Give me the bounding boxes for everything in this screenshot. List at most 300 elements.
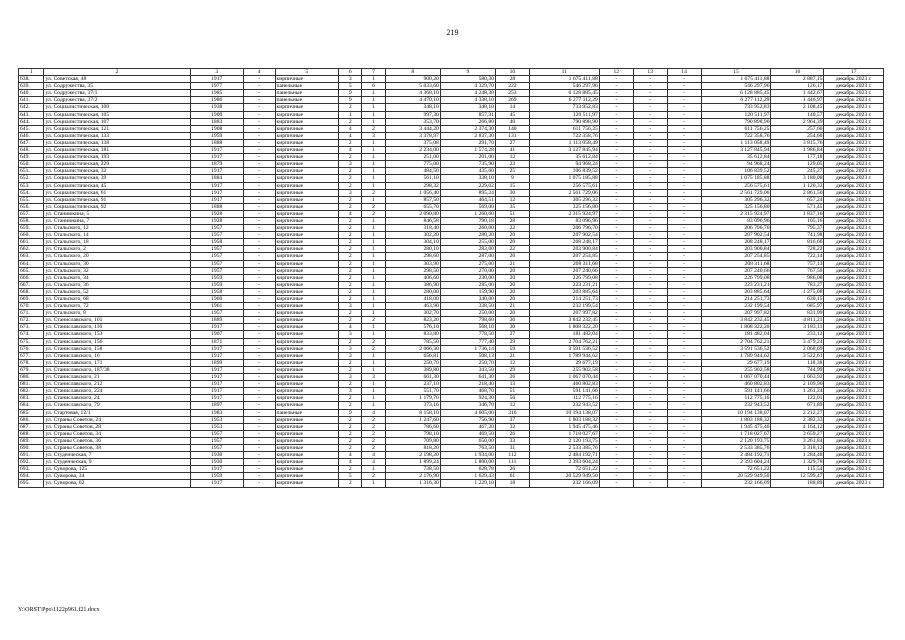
table-cell: 668. (19, 288, 44, 295)
table-cell: - (667, 274, 701, 281)
table-cell: 51 (495, 388, 529, 395)
table-cell: - (667, 139, 701, 146)
table-cell: - (599, 374, 633, 381)
column-header: 16 (771, 69, 824, 76)
table-cell: - (667, 189, 701, 196)
table-cell: 302,20 (385, 232, 440, 239)
table-cell: 3 (362, 374, 385, 381)
table-cell: 20 (495, 281, 529, 288)
table-cell: кирпичные (275, 480, 339, 487)
table-cell: 1 (362, 239, 385, 246)
table-cell: 2 315 924,97 (701, 210, 771, 217)
table-cell: 2 (339, 423, 362, 430)
table-cell: 29 677,19 (701, 359, 771, 366)
table-cell: - (243, 83, 275, 90)
column-header: 4 (243, 69, 275, 76)
table-cell: 1917 (190, 388, 243, 395)
table-cell: декабрь 2023 г. (824, 423, 884, 430)
table-cell: 131 (495, 132, 529, 139)
table-cell: 900,20 (385, 76, 440, 83)
table-cell: 658. (19, 217, 44, 224)
table-cell: 692. (19, 459, 44, 466)
table-cell: 1 (362, 232, 385, 239)
table-cell: 27 (495, 139, 529, 146)
table-cell: - (599, 288, 633, 295)
table-cell: 1917 (190, 189, 243, 196)
table-cell: - (243, 118, 275, 125)
table-cell: - (243, 402, 275, 409)
table-cell: - (243, 217, 275, 224)
table-cell: 1928 (190, 210, 243, 217)
table-cell: - (243, 345, 275, 352)
table-cell: 2 533 385,76 (701, 444, 771, 451)
table-cell: 756,90 (440, 416, 495, 423)
table-cell: - (633, 416, 667, 423)
table-cell: 733 952,83 (701, 104, 771, 111)
table-cell: 2 (362, 189, 385, 196)
table-cell: 4 338,10 (440, 97, 495, 104)
table-cell: 2 861,50 (771, 189, 824, 196)
table-cell: 207 997,82 (529, 310, 599, 317)
table-cell: ул. Социалистическая, 138 (44, 139, 190, 146)
table-cell: ул. Станиславского, 101 (44, 317, 190, 324)
table-cell: 298,50 (385, 267, 440, 274)
table-cell: - (243, 366, 275, 373)
table-cell: 1 275,08 (771, 288, 824, 295)
table-cell: 1930 (190, 459, 243, 466)
table-cell: 256 575,61 (701, 182, 771, 189)
table-cell: 1917 (190, 480, 243, 487)
table-cell: 671,89 (771, 402, 824, 409)
table-cell: 20 529 949,50 (529, 473, 599, 480)
table-cell: ул. Стальского, 2 (44, 246, 190, 253)
table-cell: - (667, 217, 701, 224)
table-cell: 659. (19, 225, 44, 232)
table-cell: ул. Социалистическая, 220 (44, 161, 190, 168)
table-cell: - (243, 246, 275, 253)
table-cell: 201,00 (440, 154, 495, 161)
table-cell: 611 756,25 (529, 125, 599, 132)
table-cell: ул. Социалистическая, 39 (44, 175, 190, 182)
table-cell: 688. (19, 430, 44, 437)
table-cell: - (599, 267, 633, 274)
table-cell: 1 718 027,67 (529, 430, 599, 437)
table-cell: - (633, 217, 667, 224)
footer-file-path: Y:\ORST\Ppo\1122p961.f21.docx (18, 607, 100, 613)
table-cell: - (243, 132, 275, 139)
table-cell: 2 887,15 (771, 76, 824, 83)
table-cell: 2 (362, 338, 385, 345)
table-cell: ул. Социалистическая, 193 (44, 154, 190, 161)
table-cell: - (633, 466, 667, 473)
table-cell: кирпичные (275, 154, 339, 161)
table-cell: - (243, 125, 275, 132)
table-cell: 6 (362, 83, 385, 90)
table-cell: 2 (339, 395, 362, 402)
table-cell: - (599, 118, 633, 125)
table-cell: ул. Социалистическая, 91 (44, 196, 190, 203)
table-cell: 795,37 (771, 225, 824, 232)
table-cell: 2 (339, 381, 362, 388)
table-cell: - (667, 310, 701, 317)
table-cell: 2 108,45 (771, 104, 824, 111)
table-cell: - (599, 239, 633, 246)
table-cell: 2 198,20 (385, 452, 440, 459)
table-cell: 94 968,24 (529, 161, 599, 168)
table-cell: кирпичные (275, 189, 339, 196)
table-cell: 15 (495, 182, 529, 189)
table-cell: - (243, 281, 275, 288)
table-cell: 4 470,10 (385, 97, 440, 104)
table-cell: - (633, 189, 667, 196)
table-cell: 568,10 (440, 324, 495, 331)
table-cell: - (633, 310, 667, 317)
table-cell: 722 358,76 (529, 132, 599, 139)
table-cell: 665. (19, 267, 44, 274)
table-cell: 1 (362, 296, 385, 303)
table-cell: ул. Социалистическая, 107 (44, 118, 190, 125)
table-cell: - (667, 296, 701, 303)
table-cell: ул. Социалистическая, 100 (44, 104, 190, 111)
table-cell: 2 393 604,24 (701, 459, 771, 466)
table-cell: 302,70 (385, 310, 440, 317)
table-cell: - (243, 409, 275, 416)
table-cell: 2 (339, 288, 362, 295)
table-cell: 3 659,27 (771, 430, 824, 437)
table-cell: 208 248,17 (529, 239, 599, 246)
table-cell: 1 (362, 260, 385, 267)
table-cell: - (599, 452, 633, 459)
table-cell: 1917 (190, 381, 243, 388)
table-cell: - (667, 232, 701, 239)
table-cell: 26 (495, 430, 529, 437)
table-row (19, 232, 884, 239)
table-cell: кирпичные (275, 466, 339, 473)
table-cell: декабрь 2023 г. (824, 324, 884, 331)
table-cell: ул. Стальского, 20 (44, 253, 190, 260)
table-cell: 1900 (190, 111, 243, 118)
table-cell: 20 (495, 274, 529, 281)
table-cell: 785,50 (385, 338, 440, 345)
table-cell: ул. Содружества, 37/2 (44, 97, 190, 104)
table-cell: 2 (339, 430, 362, 437)
table-cell: декабрь 2023 г. (824, 161, 884, 168)
table-cell: 569,00 (440, 203, 495, 210)
table-cell: - (599, 324, 633, 331)
column-header: 12 (599, 69, 633, 76)
table-cell: - (599, 310, 633, 317)
table-cell: кирпичные (275, 310, 339, 317)
table-cell: декабрь 2023 г. (824, 345, 884, 352)
table-cell: 1957 (190, 444, 243, 451)
table-row (19, 97, 884, 104)
table-cell: - (243, 267, 275, 274)
table-cell: 30 (495, 317, 529, 324)
table-cell: - (633, 76, 667, 83)
table-cell: 1917 (190, 352, 243, 359)
table-cell: декабрь 2023 г. (824, 437, 884, 444)
table-cell: 1 (362, 281, 385, 288)
table-cell: - (667, 331, 701, 338)
table-cell: - (599, 154, 633, 161)
table-cell: ул. Стальского, 36 (44, 281, 190, 288)
table-cell: декабрь 2023 г. (824, 402, 884, 409)
table-cell: 2 066,30 (385, 345, 440, 352)
table-cell: 4 (339, 459, 362, 466)
table-cell: кирпичные (275, 338, 339, 345)
table-cell: декабрь 2023 г. (824, 388, 884, 395)
table-row (19, 310, 884, 317)
table-cell: 2 (362, 423, 385, 430)
table-cell: - (243, 76, 275, 83)
table-cell: 1 329,78 (771, 459, 824, 466)
table-cell: 203 885,64 (529, 288, 599, 295)
table-cell: 250,00 (440, 310, 495, 317)
table-cell: - (667, 161, 701, 168)
table-cell: 653. (19, 182, 44, 189)
table-cell: 207 240,66 (529, 267, 599, 274)
table-row (19, 473, 884, 480)
table-cell: 1 (362, 111, 385, 118)
table-cell: кирпичные (275, 395, 339, 402)
table-cell: - (633, 303, 667, 310)
column-header: 5 (275, 69, 339, 76)
table-cell: 778,50 (440, 331, 495, 338)
table-cell: - (599, 76, 633, 83)
table-cell: 1959 (190, 274, 243, 281)
table-cell: 833,80 (385, 331, 440, 338)
table-cell: декабрь 2023 г. (824, 203, 884, 210)
table-cell: 675. (19, 338, 44, 345)
column-header: 15 (701, 69, 771, 76)
table-cell: 790 898,90 (701, 118, 771, 125)
table-cell: - (667, 104, 701, 111)
table-cell: 1917 (190, 154, 243, 161)
table-cell: - (633, 161, 667, 168)
table-cell: 463,90 (385, 303, 440, 310)
table-cell: - (633, 118, 667, 125)
table-cell: 1 (362, 381, 385, 388)
table-cell: - (667, 196, 701, 203)
table-cell: ул. Страны Советов, 36 (44, 437, 190, 444)
table-cell: декабрь 2023 г. (824, 147, 884, 154)
table-cell: ул. Суворова, 34 (44, 473, 190, 480)
table-cell: ул. Страны Советов, 34 (44, 430, 190, 437)
table-cell: 1 (362, 310, 385, 317)
table-cell: - (243, 466, 275, 473)
table-cell: 654. (19, 189, 44, 196)
table-cell: декабрь 2023 г. (824, 111, 884, 118)
table-cell: 56 (495, 395, 529, 402)
table-cell: - (599, 473, 633, 480)
table-cell: - (243, 359, 275, 366)
table-cell: - (599, 395, 633, 402)
column-header: 8 (385, 69, 440, 76)
table-cell: 1953 (190, 416, 243, 423)
table-cell: ул. Стальского, 14 (44, 232, 190, 239)
table-cell: 1917 (190, 366, 243, 373)
table-cell: декабрь 2023 г. (824, 310, 884, 317)
table-cell: 232 943,52 (701, 402, 771, 409)
table-cell: 460 802,83 (529, 381, 599, 388)
table-row (19, 76, 884, 83)
table-cell: 3 (339, 161, 362, 168)
table-row (19, 118, 884, 125)
table-cell: кирпичные (275, 444, 339, 451)
table-cell: 1 284,48 (771, 452, 824, 459)
table-cell: 2 (339, 154, 362, 161)
table-cell: 105,16 (771, 217, 824, 224)
table-cell: 689. (19, 437, 44, 444)
table-cell: 1959 (190, 132, 243, 139)
table-cell: - (243, 395, 275, 402)
table-cell: 997,30 (385, 111, 440, 118)
table-row (19, 203, 884, 210)
table-cell: кирпичные (275, 459, 339, 466)
table-cell: 298,60 (385, 253, 440, 260)
table-cell: 1 736,14 (440, 345, 495, 352)
table-cell: - (599, 281, 633, 288)
table-cell: 1 446,97 (771, 97, 824, 104)
table-cell: - (243, 111, 275, 118)
table-cell: 94 968,24 (701, 161, 771, 168)
table-cell: кирпичные (275, 125, 339, 132)
table-cell: 639. (19, 83, 44, 90)
table-cell: - (599, 296, 633, 303)
table-cell: 21 (495, 303, 529, 310)
table-cell: 1 899,24 (385, 459, 440, 466)
table-cell: декабрь 2023 г. (824, 175, 884, 182)
table-cell: декабрь 2023 г. (824, 331, 884, 338)
table-cell: 1 (362, 90, 385, 97)
table-cell: - (667, 402, 701, 409)
table-row (19, 267, 884, 274)
table-cell: 2 (339, 281, 362, 288)
table-cell: 1 (362, 175, 385, 182)
table-cell: 786,60 (385, 423, 440, 430)
table-cell: 2 (339, 196, 362, 203)
table-cell: - (633, 388, 667, 395)
table-cell: - (243, 97, 275, 104)
table-row (19, 239, 884, 246)
table-cell: 208 311,68 (701, 260, 771, 267)
table-cell: декабрь 2023 г. (824, 210, 884, 217)
table-cell: - (633, 154, 667, 161)
table-cell: 112 775,16 (529, 395, 599, 402)
table-cell: 1 (362, 388, 385, 395)
table-cell: декабрь 2023 г. (824, 90, 884, 97)
table-cell: - (667, 253, 701, 260)
table-cell: ул. Страны Советов, 28 (44, 423, 190, 430)
table-cell: 316 (495, 409, 529, 416)
table-row (19, 161, 884, 168)
table-cell: декабрь 2023 г. (824, 317, 884, 324)
table-cell: - (667, 409, 701, 416)
table-cell: 655,70 (385, 203, 440, 210)
table-cell: - (633, 423, 667, 430)
table-cell: 571,45 (771, 203, 824, 210)
table-cell: кирпичные (275, 402, 339, 409)
table-cell: ул. Стальского, 30 (44, 260, 190, 267)
table-cell: ул. Социалистическая, 45 (44, 182, 190, 189)
table-cell: 1957 (190, 246, 243, 253)
table-cell: 1 (362, 161, 385, 168)
table-cell: декабрь 2023 г. (824, 359, 884, 366)
table-cell: декабрь 2023 г. (824, 473, 884, 480)
table-cell: 735,90 (440, 161, 495, 168)
table-cell: 232 166,09 (529, 480, 599, 487)
table-cell: 303,90 (385, 260, 440, 267)
table-cell: 790 898,90 (529, 118, 599, 125)
table-cell: 1917 (190, 374, 243, 381)
table-cell: кирпичные (275, 139, 339, 146)
table-cell: 12 (495, 359, 529, 366)
table-cell: 676. (19, 345, 44, 352)
table-cell: 3 183,11 (771, 324, 824, 331)
table-cell: 2 (362, 416, 385, 423)
table-cell: - (599, 480, 633, 487)
table-cell: - (633, 90, 667, 97)
table-cell: 28 (495, 217, 529, 224)
table-cell: - (633, 274, 667, 281)
table-cell: 816,66 (771, 239, 824, 246)
table-cell: 245,27 (771, 168, 824, 175)
table-cell: 226 799,08 (529, 274, 599, 281)
table-cell: кирпичные (275, 253, 339, 260)
table-cell: 2 (362, 125, 385, 132)
table-cell: 129,05 (771, 161, 824, 168)
table-cell: - (633, 345, 667, 352)
table-cell: кирпичные (275, 352, 339, 359)
table-cell: - (667, 303, 701, 310)
table-cell: 232 166,09 (701, 480, 771, 487)
table-cell: кирпичные (275, 324, 339, 331)
table-cell: 31 (495, 444, 529, 451)
table-cell: 733 952,83 (529, 104, 599, 111)
table-cell: 2 837,30 (440, 132, 495, 139)
table-cell: кирпичные (275, 388, 339, 395)
table-cell: - (667, 416, 701, 423)
table-cell: 45 (495, 111, 529, 118)
table-cell: 2 (339, 466, 362, 473)
table-cell: 250,70 (440, 359, 495, 366)
table-row (19, 147, 884, 154)
table-cell: кирпичные (275, 303, 339, 310)
table-cell: 2 068,69 (771, 345, 824, 352)
table-cell: 671. (19, 310, 44, 317)
table-cell: 1 (362, 97, 385, 104)
table-cell: 580,30 (440, 76, 495, 83)
table-cell: 35 612,84 (701, 154, 771, 161)
table-row (19, 374, 884, 381)
table-cell: 61 (495, 473, 529, 480)
table-cell: 41 (495, 147, 529, 154)
table-cell: 694. (19, 473, 44, 480)
table-cell: 2 393 604,24 (529, 459, 599, 466)
table-cell: 348,10 (385, 104, 440, 111)
table-cell: 669. (19, 296, 44, 303)
table-cell: 3 591 536,52 (529, 345, 599, 352)
table-cell: декабрь 2023 г. (824, 374, 884, 381)
table-row (19, 366, 884, 373)
table-cell: 1 945 475,46 (529, 423, 599, 430)
table-row (19, 175, 884, 182)
table-cell: 1 (362, 253, 385, 260)
table-cell: - (633, 430, 667, 437)
table-cell: кирпичные (275, 452, 339, 459)
table-cell: декабрь 2023 г. (824, 452, 884, 459)
table-cell: 1 808 322,20 (529, 324, 599, 331)
